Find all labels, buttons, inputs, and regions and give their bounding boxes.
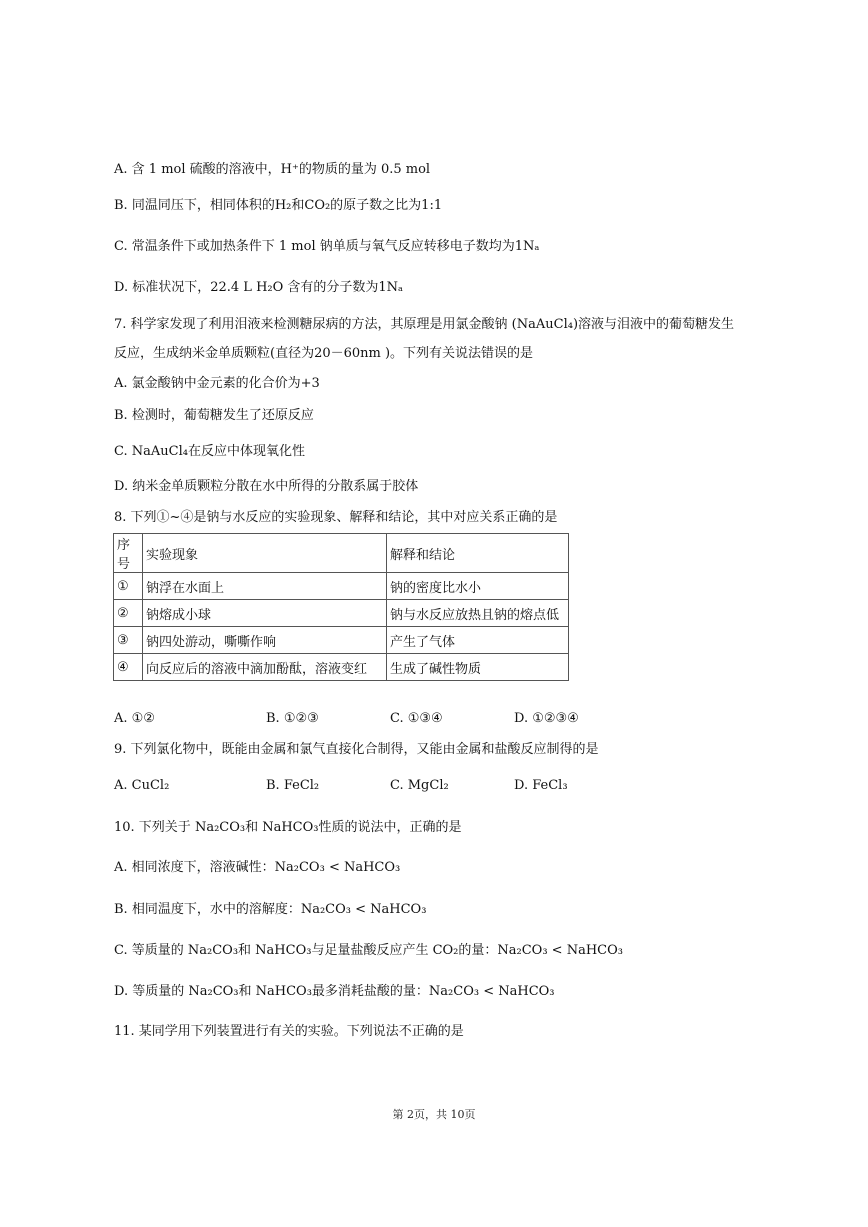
q8-option-d: D. ①②③④ [514, 711, 579, 726]
table-header-cell: 实验现象 [143, 534, 387, 573]
q10-option-d: D. 等质量的 Na₂CO₃和 NaHCO₃最多消耗盐酸的量：Na₂CO₃ < NaHCO₃ [114, 984, 555, 999]
q9-option-d: D. FeCl₃ [514, 778, 568, 793]
table-cell: ③ [114, 627, 143, 654]
q7-stem-line1: 7. 科学家发现了利用泪液来检测糖尿病的方法，其原理是用氯金酸钠 (NaAuCl₄)溶液与泪液中的葡萄糖发生 [114, 317, 735, 332]
q10-option-a: A. 相同浓度下，溶液碱性：Na₂CO₃ < NaHCO₃ [114, 860, 401, 875]
table-header-row [114, 534, 569, 573]
table-cell: 钠熔成小球 [143, 600, 387, 627]
q8-option-b: B. ①②③ [266, 711, 319, 726]
table-header-cell: 序号 [114, 534, 143, 573]
table-cell: ② [114, 600, 143, 627]
table-cell: 钠四处游动，嘶嘶作响 [143, 627, 387, 654]
q9-option-c: C. MgCl₂ [390, 778, 449, 793]
q6-option-b: B. 同温同压下，相同体积的H₂和CO₂的原子数之比为1:1 [114, 198, 443, 213]
q8-stem: 8. 下列①~④是钠与水反应的实验现象、解释和结论，其中对应关系正确的是 [114, 510, 558, 525]
q7-option-d: D. 纳米金单质颗粒分散在水中所得的分散系属于胶体 [114, 479, 419, 494]
table-header-cell: 解释和结论 [387, 534, 569, 573]
q10-option-c: C. 等质量的 Na₂CO₃和 NaHCO₃与足量盐酸反应产生 CO₂的量：Na₂CO₃ < NaHCO₃ [114, 943, 623, 958]
q10-option-b: B. 相同温度下，水中的溶解度：Na₂CO₃ < NaHCO₃ [114, 902, 427, 917]
q8-option-a: A. ①② [114, 711, 155, 726]
q7-option-c: C. NaAuCl₄在反应中体现氧化性 [114, 444, 305, 459]
table-row [114, 627, 569, 654]
table-cell: ① [114, 573, 143, 600]
q6-option-c: C. 常温条件下或加热条件下 1 mol 钠单质与氧气反应转移电子数均为1Nₐ [114, 239, 540, 254]
table-row [114, 573, 569, 600]
q9-option-b: B. FeCl₂ [266, 778, 320, 793]
table-cell: ④ [114, 654, 143, 681]
table-row [114, 654, 569, 681]
table-cell: 钠与水反应放热且钠的熔点低 [387, 600, 569, 627]
q7-stem-line2: 反应，生成纳米金单质颗粒(直径为20－60nm )。下列有关说法错误的是 [114, 346, 534, 361]
table-cell: 钠浮在水面上 [143, 573, 387, 600]
table-cell: 向反应后的溶液中滴加酚酞，溶液变红 [143, 654, 387, 681]
q9-stem: 9. 下列氯化物中，既能由金属和氯气直接化合制得，又能由金属和盐酸反应制得的是 [114, 742, 599, 757]
q10-stem: 10. 下列关于 Na₂CO₃和 NaHCO₃性质的说法中，正确的是 [114, 820, 462, 835]
q8-option-c: C. ①③④ [390, 711, 443, 726]
table-cell: 钠的密度比水小 [387, 573, 569, 600]
q6-option-a: A. 含 1 mol 硫酸的溶液中，H⁺的物质的量为 0.5 mol [114, 162, 431, 177]
q7-option-a: A. 氯金酸钠中金元素的化合价为+3 [114, 376, 320, 391]
q6-option-d: D. 标准状况下，22.4 L H₂O 含有的分子数为1Nₐ [114, 280, 404, 295]
table-cell: 生成了碱性物质 [387, 654, 569, 681]
page-footer: 第 2页，共 10页 [392, 1108, 476, 1121]
table-row [114, 600, 569, 627]
q7-option-b: B. 检测时，葡萄糖发生了还原反应 [114, 408, 314, 423]
q11-stem: 11. 某同学用下列装置进行有关的实验。下列说法不正确的是 [114, 1024, 464, 1039]
table-cell: 产生了气体 [387, 627, 569, 654]
q9-option-a: A. CuCl₂ [114, 778, 170, 793]
q8-table [113, 533, 569, 681]
